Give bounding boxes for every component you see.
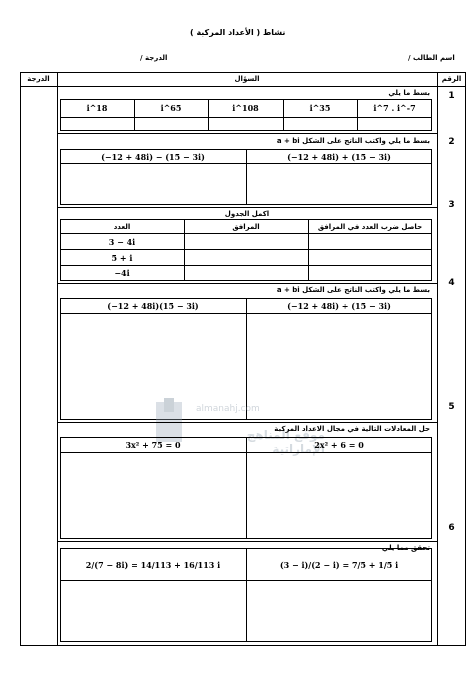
q5-number: 5 [448, 402, 455, 412]
section-divider [57, 207, 437, 208]
q3-row-2: 5 + i [111, 253, 133, 263]
q4-number: 4 [448, 278, 455, 288]
q1-item-4: i^65 [160, 103, 182, 113]
q1-item-1: i^7 . i^-7 [373, 103, 416, 113]
q1-item-3: i^108 [232, 103, 259, 113]
q5-grid-col-divider [246, 437, 247, 539]
student-name-label: اسم الطالب / [408, 54, 455, 62]
section-divider [57, 541, 437, 542]
q2-right-expression: (−12 + 48i) + (15 − 3i) [287, 152, 391, 162]
q2-left-expression: (−12 + 48i) − (15 − 3i) [101, 152, 205, 162]
q3-table-row-divider [60, 265, 432, 266]
number-column-divider [437, 72, 438, 646]
watermark-name: موقع المناهج الإماراتية [246, 428, 325, 456]
q1-grid-row-divider [60, 117, 432, 118]
grade-column-divider [57, 72, 58, 646]
q6-right-equation: (3 − i)/(2 − i) = 7/5 + 1/5 i [279, 560, 399, 570]
section-divider [57, 422, 437, 423]
q3-instruction: اكمل الجدول [224, 210, 270, 218]
header-question: السؤال [234, 75, 260, 83]
q3-col-number: العدد [113, 223, 131, 231]
q3-number: 3 [448, 200, 455, 210]
header-divider [20, 86, 466, 87]
q3-table-row-divider [60, 249, 432, 250]
q3-col-product: حاصل ضرب العدد في المرافق [317, 223, 423, 231]
q4-instruction: بسط ما يلي واكتب الناتج على الشكل a + bi [276, 286, 430, 294]
page-title: نشاط ( الأعداد المركبة ) [190, 28, 286, 37]
q1-number: 1 [448, 91, 455, 101]
q4-left-expression: (−12 + 48i)(15 − 3i) [107, 301, 199, 311]
q4-right-expression: (−12 + 48i) ÷ (15 − 3i) [287, 301, 391, 311]
q2-instruction: بسط ما يلي واكتب الناتج على الشكل a + bi [276, 137, 430, 145]
q3-table-row-divider [60, 233, 432, 234]
section-divider [57, 283, 437, 284]
q6-left-equation: 2/(7 − 8i) = 14/113 + 16/113 i [85, 560, 221, 570]
q3-row-1: 3 − 4i [108, 237, 136, 247]
q1-instruction: بسط ما يلي [388, 89, 430, 97]
watermark-site: almanahj.com [196, 404, 260, 414]
q6-instruction: تحقق مما يلي [381, 544, 430, 552]
section-divider [57, 133, 437, 134]
q1-item-2: i^35 [309, 103, 331, 113]
header-grade: الدرجة [27, 75, 50, 83]
q3-row-3: −4i [114, 268, 130, 278]
q1-item-5: i^18 [86, 103, 108, 113]
q6-number: 6 [448, 523, 455, 533]
header-number: الرقم [441, 75, 462, 83]
grade-label: الدرجة / [140, 54, 168, 62]
q5-left-equation: 3x² + 75 = 0 [125, 440, 181, 450]
q5-instruction: حل المعادلات التالية في مجال الاعداد المركبة [274, 425, 430, 433]
q5-right-equation: 2x² + 6 = 0 [314, 440, 364, 450]
q3-col-conjugate: المرافق [232, 223, 260, 231]
q2-number: 2 [448, 137, 455, 147]
